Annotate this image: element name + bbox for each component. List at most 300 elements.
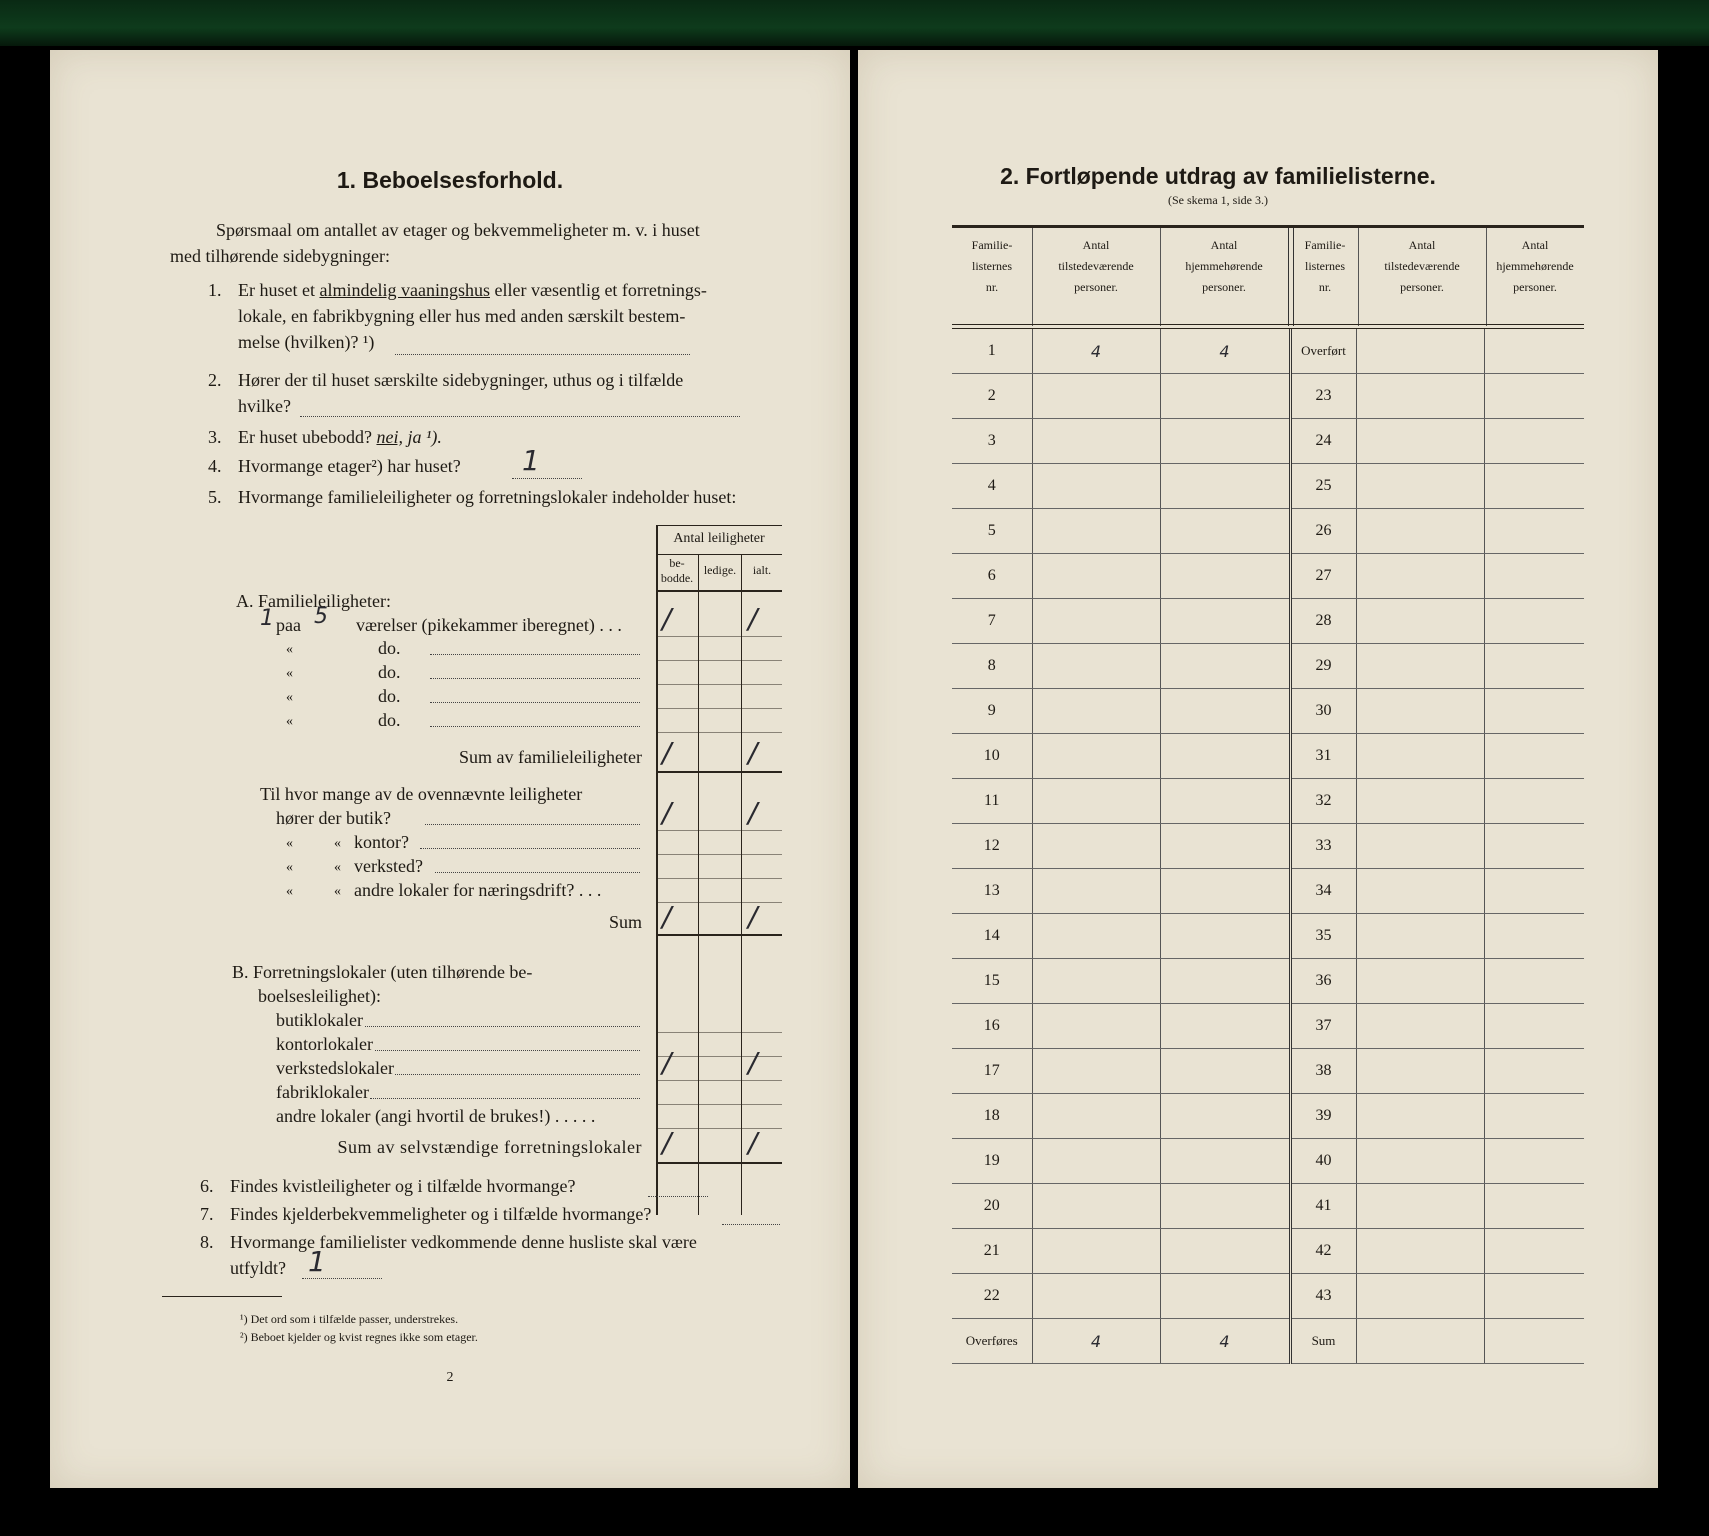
intro-line-2: med tilhørende sidebygninger: bbox=[170, 246, 390, 266]
row-a3-quote: « bbox=[286, 666, 293, 681]
family-number-cell: 13 bbox=[952, 869, 1032, 914]
home-persons-right-cell bbox=[1484, 914, 1584, 959]
home-persons-right-cell bbox=[1484, 554, 1584, 599]
present-persons-cell bbox=[1032, 1094, 1160, 1139]
family-number-right-cell: 23 bbox=[1290, 374, 1356, 419]
kontor-quote-1: « bbox=[286, 836, 293, 851]
table-col-divider-1 bbox=[698, 554, 699, 1215]
family-number-cell: 8 bbox=[952, 644, 1032, 689]
q8-line-2: utfyldt? bbox=[230, 1258, 286, 1278]
home-persons-cell bbox=[1160, 419, 1290, 464]
table-header-divider bbox=[656, 554, 782, 555]
butik-line bbox=[656, 830, 782, 831]
family-number-right-cell: 26 bbox=[1290, 509, 1356, 554]
family-number-right-cell: 36 bbox=[1290, 959, 1356, 1004]
family-number-right-cell: Sum bbox=[1290, 1319, 1356, 1364]
present-persons-right-cell bbox=[1356, 1049, 1484, 1094]
present-persons-right-cell bbox=[1356, 1139, 1484, 1184]
table-row bbox=[952, 1274, 1584, 1319]
family-number-cell: 17 bbox=[952, 1049, 1032, 1094]
home-persons-right-cell bbox=[1484, 689, 1584, 734]
verksted-line bbox=[656, 878, 782, 879]
row-a1-count: 1 bbox=[260, 606, 274, 631]
q1-number: 1. bbox=[208, 280, 222, 300]
header-div-4 bbox=[1358, 228, 1359, 326]
family-number-cell: Overføres bbox=[952, 1319, 1032, 1364]
home-persons-cell bbox=[1160, 464, 1290, 509]
present-persons-cell bbox=[1032, 1184, 1160, 1229]
family-number-right-cell: 29 bbox=[1290, 644, 1356, 689]
home-persons-right-cell bbox=[1484, 1274, 1584, 1319]
q2-number: 2. bbox=[208, 370, 222, 390]
present-persons-right-cell bbox=[1356, 419, 1484, 464]
table-row bbox=[952, 959, 1584, 1004]
q6-number: 6. bbox=[200, 1176, 214, 1196]
andre-quote-2: « bbox=[334, 884, 341, 899]
home-persons-right-cell bbox=[1484, 644, 1584, 689]
butik-dots bbox=[425, 824, 640, 825]
family-number-cell: 7 bbox=[952, 599, 1032, 644]
sum-selv-ialt: / bbox=[748, 1126, 758, 1159]
verkstedslokaler-label: verkstedslokaler bbox=[276, 1058, 394, 1078]
sum-fam-ialt: / bbox=[748, 736, 758, 769]
family-number-right-cell: 41 bbox=[1290, 1184, 1356, 1229]
home-persons-cell bbox=[1160, 1049, 1290, 1094]
verkstedslokaler-dots bbox=[395, 1074, 640, 1075]
q7-line: Findes kjelderbekvemmeligheter og i tilfælde hvormange? bbox=[230, 1204, 652, 1224]
present-persons-cell bbox=[1032, 869, 1160, 914]
butiklokaler-dots bbox=[365, 1026, 640, 1027]
col-ledige: ledige. bbox=[703, 563, 737, 577]
andre-quote-1: « bbox=[286, 884, 293, 899]
present-persons-right-cell bbox=[1356, 599, 1484, 644]
kontor-line bbox=[656, 854, 782, 855]
sum-selv-label: Sum av selvstændige forretningslokaler bbox=[337, 1137, 642, 1157]
home-persons-cell: 4 bbox=[1160, 1319, 1290, 1364]
family-number-cell: 10 bbox=[952, 734, 1032, 779]
table-row bbox=[952, 374, 1584, 419]
q3-line: Er huset ubebodd? nei, ja ¹). bbox=[238, 427, 442, 447]
home-persons-right-cell bbox=[1484, 464, 1584, 509]
row-a5-dots bbox=[430, 726, 640, 727]
row-a4-do: do. bbox=[378, 686, 401, 706]
sum-fam-line bbox=[656, 771, 782, 773]
home-persons-right-cell bbox=[1484, 959, 1584, 1004]
row-a1-bebodde: / bbox=[662, 602, 672, 635]
row-a5-quote: « bbox=[286, 714, 293, 729]
family-number-right-cell: 30 bbox=[1290, 689, 1356, 734]
home-persons-right-cell bbox=[1484, 419, 1584, 464]
q1-line-1: Er huset et almindelig vaaningshus eller væsentlig et forretnings- bbox=[238, 280, 707, 300]
home-persons-right-cell bbox=[1484, 734, 1584, 779]
home-persons-right-cell bbox=[1484, 509, 1584, 554]
home-persons-right-cell bbox=[1484, 599, 1584, 644]
row-a4-line bbox=[656, 708, 782, 709]
present-persons-cell bbox=[1032, 914, 1160, 959]
present-persons-right-cell bbox=[1356, 554, 1484, 599]
home-persons-cell bbox=[1160, 689, 1290, 734]
header-div-1 bbox=[1032, 228, 1033, 326]
present-persons-cell bbox=[1032, 734, 1160, 779]
family-number-cell: 11 bbox=[952, 779, 1032, 824]
q4-number: 4. bbox=[208, 456, 222, 476]
home-persons-cell bbox=[1160, 554, 1290, 599]
present-persons-right-cell bbox=[1356, 1319, 1484, 1364]
family-number-cell: 15 bbox=[952, 959, 1032, 1004]
q8-number: 8. bbox=[200, 1232, 214, 1252]
home-persons-cell bbox=[1160, 779, 1290, 824]
section-1-heading: 1. Beboelsesforhold. bbox=[336, 167, 564, 193]
andre-lokaler-line bbox=[656, 1128, 782, 1129]
page-number: 2 bbox=[446, 1370, 454, 1385]
section-2-subheading: (Se skema 1, side 3.) bbox=[1168, 193, 1268, 207]
butik-bebodde: / bbox=[662, 796, 672, 829]
andre-label: andre lokaler for næringsdrift? . . . bbox=[354, 880, 602, 900]
kontorlokaler-line bbox=[656, 1056, 782, 1057]
table-row bbox=[952, 689, 1584, 734]
present-persons-cell bbox=[1032, 959, 1160, 1004]
table-header-bottom bbox=[656, 590, 782, 592]
family-number-right-cell: Overført bbox=[1290, 329, 1356, 374]
q5-number: 5. bbox=[208, 487, 222, 507]
table-row bbox=[952, 1004, 1584, 1049]
family-number-cell: 2 bbox=[952, 374, 1032, 419]
table-row bbox=[952, 509, 1584, 554]
present-persons-right-cell bbox=[1356, 464, 1484, 509]
home-persons-right-cell bbox=[1484, 329, 1584, 374]
home-persons-cell bbox=[1160, 509, 1290, 554]
table-row bbox=[952, 644, 1584, 689]
table-row bbox=[952, 554, 1584, 599]
table-row bbox=[952, 734, 1584, 779]
home-persons-right-cell bbox=[1484, 869, 1584, 914]
home-persons-cell bbox=[1160, 1274, 1290, 1319]
row-a2-dots bbox=[430, 654, 640, 655]
row-a3-do: do. bbox=[378, 662, 401, 682]
home-persons-right-cell bbox=[1484, 1094, 1584, 1139]
q2-line-1: Hører der til huset særskilte sidebygninger, uthus og i tilfælde bbox=[238, 370, 684, 390]
sum-selv-line bbox=[656, 1162, 782, 1164]
present-persons-cell: 4 bbox=[1032, 1319, 1160, 1364]
present-persons-cell bbox=[1032, 599, 1160, 644]
present-persons-right-cell bbox=[1356, 509, 1484, 554]
home-persons-cell bbox=[1160, 914, 1290, 959]
table-row bbox=[952, 1049, 1584, 1094]
q2-answer-line bbox=[300, 416, 740, 417]
home-persons-right-cell bbox=[1484, 1049, 1584, 1094]
header-div-3 bbox=[1288, 228, 1294, 326]
present-persons-cell bbox=[1032, 689, 1160, 734]
table-row bbox=[952, 914, 1584, 959]
family-number-right-cell: 38 bbox=[1290, 1049, 1356, 1094]
family-number-right-cell: 25 bbox=[1290, 464, 1356, 509]
butik-ialt: / bbox=[748, 796, 758, 829]
q5-line: Hvormange familieleiligheter og forretningslokaler indeholder huset: bbox=[238, 487, 737, 507]
q3-number: 3. bbox=[208, 427, 222, 447]
table-row bbox=[952, 779, 1584, 824]
table-row bbox=[952, 329, 1584, 374]
verksted-label: verksted? bbox=[354, 856, 423, 876]
sum-fam-bebodde: / bbox=[662, 736, 672, 769]
table-header: Antal leiligheter bbox=[673, 531, 765, 546]
family-number-right-cell: 35 bbox=[1290, 914, 1356, 959]
home-persons-cell bbox=[1160, 824, 1290, 869]
present-persons-cell bbox=[1032, 419, 1160, 464]
present-persons-cell bbox=[1032, 1049, 1160, 1094]
home-persons-right-cell bbox=[1484, 1319, 1584, 1364]
q7-answer-line bbox=[722, 1224, 780, 1225]
right-page bbox=[858, 50, 1658, 1488]
present-persons-right-cell bbox=[1356, 1274, 1484, 1319]
kontor-label: kontor? bbox=[354, 832, 409, 852]
q7-number: 7. bbox=[200, 1204, 214, 1224]
table-row bbox=[952, 1184, 1584, 1229]
row-a1-line bbox=[656, 636, 782, 637]
scanner-top-bar bbox=[0, 0, 1709, 46]
present-persons-right-cell bbox=[1356, 1004, 1484, 1049]
family-number-right-cell: 40 bbox=[1290, 1139, 1356, 1184]
home-persons-cell bbox=[1160, 599, 1290, 644]
header-rule-1 bbox=[952, 324, 1584, 325]
col-header-2: Antal tilstedeværende personer. bbox=[1058, 238, 1134, 294]
table-row bbox=[952, 869, 1584, 914]
family-number-cell: 19 bbox=[952, 1139, 1032, 1184]
family-number-cell: 14 bbox=[952, 914, 1032, 959]
sum-fam-label: Sum av familieleiligheter bbox=[459, 747, 642, 767]
table-row bbox=[952, 419, 1584, 464]
home-persons-right-cell bbox=[1484, 1139, 1584, 1184]
kontor-dots bbox=[420, 848, 640, 849]
q8-answer: 1 bbox=[308, 1245, 326, 1278]
row-a4-quote: « bbox=[286, 690, 293, 705]
family-number-cell: 6 bbox=[952, 554, 1032, 599]
row-a1-ialt: / bbox=[748, 602, 758, 635]
family-number-cell: 4 bbox=[952, 464, 1032, 509]
table-top-rule bbox=[952, 225, 1584, 228]
present-persons-cell bbox=[1032, 1139, 1160, 1184]
present-persons-right-cell bbox=[1356, 329, 1484, 374]
family-number-cell: 1 bbox=[952, 329, 1032, 374]
footnote-2: ²) Beboet kjelder og kvist regnes ikke som etager. bbox=[240, 1330, 478, 1344]
home-persons-cell bbox=[1160, 1229, 1290, 1274]
home-persons-right-cell bbox=[1484, 824, 1584, 869]
row-a3-line bbox=[656, 684, 782, 685]
family-number-cell: 21 bbox=[952, 1229, 1032, 1274]
present-persons-cell bbox=[1032, 554, 1160, 599]
present-persons-right-cell bbox=[1356, 824, 1484, 869]
q4-answer: 1 bbox=[522, 444, 540, 477]
present-persons-cell bbox=[1032, 1229, 1160, 1274]
header-div-2 bbox=[1160, 228, 1161, 326]
present-persons-cell bbox=[1032, 509, 1160, 554]
family-number-right-cell: 28 bbox=[1290, 599, 1356, 644]
family-number-right-cell: 42 bbox=[1290, 1229, 1356, 1274]
row-a2-quote: « bbox=[286, 642, 293, 657]
family-number-cell: 20 bbox=[952, 1184, 1032, 1229]
col-header-6: Antal hjemmehørende personer. bbox=[1496, 238, 1574, 294]
fabriklokaler-dots bbox=[370, 1098, 640, 1099]
verksted-quote-2: « bbox=[334, 860, 341, 875]
present-persons-cell bbox=[1032, 464, 1160, 509]
row-a1-paa: paa bbox=[276, 615, 301, 635]
table-row bbox=[952, 464, 1584, 509]
butiklokaler-label: butiklokaler bbox=[276, 1010, 363, 1030]
table-row bbox=[952, 1139, 1584, 1184]
section-a-heading: A. Familieleiligheter: bbox=[236, 591, 391, 611]
table-row bbox=[952, 1319, 1584, 1364]
andre-lokaler-label: andre lokaler (angi hvortil de brukes!) . . . . . bbox=[276, 1106, 596, 1126]
present-persons-right-cell bbox=[1356, 1094, 1484, 1139]
home-persons-right-cell bbox=[1484, 1184, 1584, 1229]
present-persons-right-cell bbox=[1356, 779, 1484, 824]
row-a5-do: do. bbox=[378, 710, 401, 730]
family-number-cell: 9 bbox=[952, 689, 1032, 734]
sum-bebodde: / bbox=[662, 900, 672, 933]
col-ialt: ialt. bbox=[752, 563, 772, 577]
section-2-heading: 2. Fortløpende utdrag av familielisterne. bbox=[1000, 163, 1436, 189]
present-persons-cell bbox=[1032, 779, 1160, 824]
home-persons-cell: 4 bbox=[1160, 329, 1290, 374]
q1-line-2: lokale, en fabrikbygning eller hus med anden særskilt bestem- bbox=[238, 306, 686, 326]
row-a1-text: værelser (pikekammer iberegnet) . . . bbox=[356, 615, 622, 635]
q4-answer-line bbox=[512, 478, 582, 479]
present-persons-right-cell bbox=[1356, 689, 1484, 734]
col-header-5: Antal tilstedeværende personer. bbox=[1384, 238, 1460, 294]
kontorlokaler-label: kontorlokaler bbox=[276, 1034, 373, 1054]
sum-ialt: / bbox=[748, 900, 758, 933]
q1-answer-line bbox=[395, 354, 690, 355]
col-bebodde: be- bodde. bbox=[660, 556, 694, 585]
present-persons-right-cell bbox=[1356, 959, 1484, 1004]
kontorlokaler-dots bbox=[375, 1050, 640, 1051]
present-persons-right-cell bbox=[1356, 914, 1484, 959]
home-persons-cell bbox=[1160, 734, 1290, 779]
sum-label: Sum bbox=[608, 912, 642, 932]
kontor-quote-2: « bbox=[334, 836, 341, 851]
family-number-cell: 16 bbox=[952, 1004, 1032, 1049]
intro-line-1: Spørsmaal om antallet av etager og bekvemmeligheter m. v. i huset bbox=[216, 220, 700, 240]
q8-answer-line bbox=[302, 1278, 382, 1279]
row-a2-do: do. bbox=[378, 638, 401, 658]
verksted-quote-1: « bbox=[286, 860, 293, 875]
section-b-line-1: B. Forretningslokaler (uten tilhørende be- bbox=[232, 962, 533, 982]
home-persons-cell bbox=[1160, 869, 1290, 914]
family-number-cell: 3 bbox=[952, 419, 1032, 464]
andre-line bbox=[656, 902, 782, 903]
col-header-1: Familie- listernes nr. bbox=[971, 238, 1013, 294]
q2-line-2: hvilke? bbox=[238, 396, 291, 416]
butiklokaler-line bbox=[656, 1032, 782, 1033]
row-a2-line bbox=[656, 660, 782, 661]
sum-selv-bebodde: / bbox=[662, 1126, 672, 1159]
home-persons-cell bbox=[1160, 1139, 1290, 1184]
table-row bbox=[952, 824, 1584, 869]
present-persons-cell bbox=[1032, 374, 1160, 419]
present-persons-right-cell bbox=[1356, 734, 1484, 779]
family-number-right-cell: 34 bbox=[1290, 869, 1356, 914]
q1-line-3: melse (hvilken)? ¹) bbox=[238, 332, 375, 352]
footnote-1: ¹) Det ord som i tilfælde passer, understrekes. bbox=[240, 1312, 459, 1326]
present-persons-right-cell bbox=[1356, 869, 1484, 914]
fabriklokaler-line bbox=[656, 1104, 782, 1105]
verkstedslokaler-ialt: / bbox=[748, 1046, 758, 1079]
present-persons-cell bbox=[1032, 824, 1160, 869]
row-a5-line bbox=[656, 732, 782, 733]
family-number-cell: 12 bbox=[952, 824, 1032, 869]
family-number-right-cell: 39 bbox=[1290, 1094, 1356, 1139]
family-number-right-cell: 24 bbox=[1290, 419, 1356, 464]
butik-intro: Til hvor mange av de ovennævnte leiligheter bbox=[260, 784, 583, 804]
family-number-cell: 22 bbox=[952, 1274, 1032, 1319]
q6-answer-line bbox=[648, 1196, 708, 1197]
q8-line-1: Hvormange familielister vedkommende denne husliste skal være bbox=[230, 1232, 697, 1252]
table-row bbox=[952, 599, 1584, 644]
present-persons-cell bbox=[1032, 1274, 1160, 1319]
table-top-border bbox=[656, 525, 782, 526]
q6-line: Findes kvistleiligheter og i tilfælde hvormange? bbox=[230, 1176, 576, 1196]
verkstedslokaler-line bbox=[656, 1080, 782, 1081]
verksted-dots bbox=[435, 872, 640, 873]
family-number-cell: 5 bbox=[952, 509, 1032, 554]
family-table bbox=[952, 329, 1584, 1364]
present-persons-cell: 4 bbox=[1032, 329, 1160, 374]
sum-line bbox=[656, 934, 782, 936]
row-a3-dots bbox=[430, 678, 640, 679]
present-persons-right-cell bbox=[1356, 374, 1484, 419]
present-persons-right-cell bbox=[1356, 1229, 1484, 1274]
table-row bbox=[952, 1229, 1584, 1274]
row-a1-rooms: 5 bbox=[314, 604, 328, 629]
home-persons-right-cell bbox=[1484, 1229, 1584, 1274]
header-div-5 bbox=[1486, 228, 1487, 326]
family-number-cell: 18 bbox=[952, 1094, 1032, 1139]
home-persons-right-cell bbox=[1484, 374, 1584, 419]
left-page bbox=[50, 50, 850, 1488]
family-number-right-cell: 43 bbox=[1290, 1274, 1356, 1319]
home-persons-right-cell bbox=[1484, 779, 1584, 824]
home-persons-cell bbox=[1160, 374, 1290, 419]
present-persons-right-cell bbox=[1356, 1184, 1484, 1229]
family-number-right-cell: 32 bbox=[1290, 779, 1356, 824]
home-persons-right-cell bbox=[1484, 1004, 1584, 1049]
butik-label: hører der butik? bbox=[276, 808, 391, 828]
present-persons-right-cell bbox=[1356, 644, 1484, 689]
table-left-border bbox=[656, 525, 658, 1215]
present-persons-cell bbox=[1032, 1004, 1160, 1049]
row-a4-dots bbox=[430, 702, 640, 703]
section-b-line-2: boelsesleilighet): bbox=[258, 986, 381, 1006]
verkstedslokaler-bebodde: / bbox=[662, 1046, 672, 1079]
family-number-right-cell: 31 bbox=[1290, 734, 1356, 779]
q3-ja: ja ¹). bbox=[407, 427, 442, 447]
family-number-right-cell: 27 bbox=[1290, 554, 1356, 599]
family-number-right-cell: 33 bbox=[1290, 824, 1356, 869]
present-persons-cell bbox=[1032, 644, 1160, 689]
col-header-4: Familie- listernes nr. bbox=[1304, 238, 1346, 294]
table-col-divider-2 bbox=[741, 554, 742, 1215]
col-header-3: Antal hjemmehørende personer. bbox=[1185, 238, 1263, 294]
fabriklokaler-label: fabriklokaler bbox=[276, 1082, 369, 1102]
footnote-rule bbox=[162, 1296, 282, 1297]
home-persons-cell bbox=[1160, 1094, 1290, 1139]
home-persons-cell bbox=[1160, 644, 1290, 689]
table-row bbox=[952, 1094, 1584, 1139]
q4-line: Hvormange etager²) har huset? bbox=[238, 456, 461, 476]
q3-nei: nei, bbox=[376, 427, 403, 447]
home-persons-cell bbox=[1160, 1004, 1290, 1049]
home-persons-cell bbox=[1160, 1184, 1290, 1229]
home-persons-cell bbox=[1160, 959, 1290, 1004]
